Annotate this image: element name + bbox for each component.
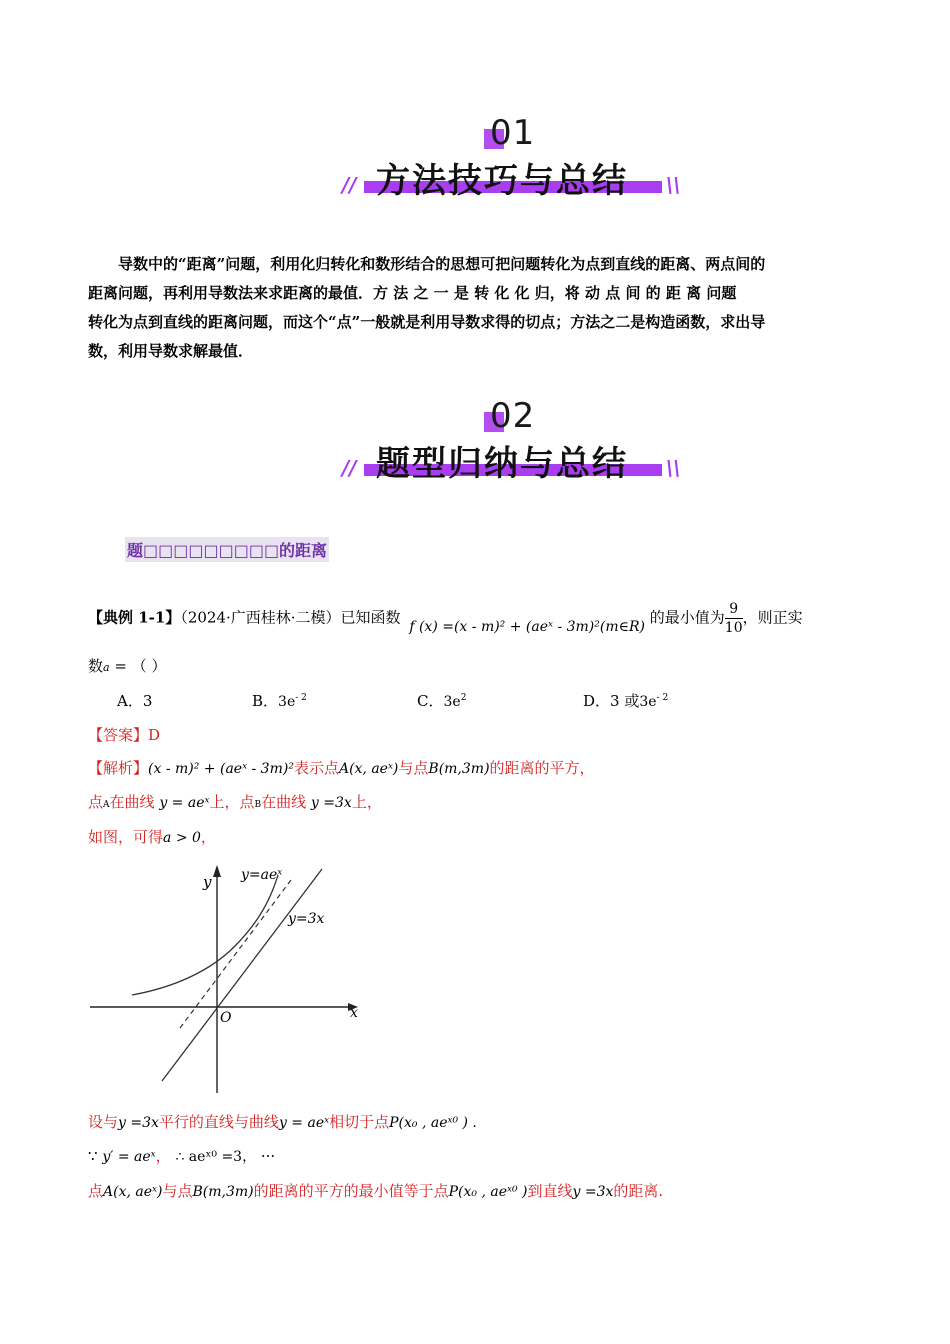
label-b: B <box>254 800 262 810</box>
curve-equation: y = aeˣ <box>159 795 210 811</box>
text: 与点 <box>398 759 429 777</box>
y-axis-arrow <box>213 865 221 877</box>
text: 的距离. <box>613 1182 664 1200</box>
tangent-condition: ∴ aeˣ⁰ =3， <box>175 1149 257 1165</box>
intro-line: 数，利用导数求解最值． <box>88 342 254 360</box>
option-b <box>252 690 307 711</box>
example-tag: 【典例 1-1】 <box>88 608 181 627</box>
option-exponent: - 2 <box>656 693 669 703</box>
option-exponent: - 2 <box>295 693 307 703</box>
option-exponent: 2 <box>460 693 467 703</box>
example-mid: 的最小值为 <box>649 608 725 627</box>
left-slash-decoration: // <box>342 456 357 480</box>
text: 在曲线 <box>261 793 307 811</box>
text: 平行的直线与曲线 <box>158 1113 279 1131</box>
text: 的距离的平方的最小值等于点 <box>253 1182 449 1200</box>
option-value: 3e <box>278 694 296 710</box>
derivative: y′ = aeˣ <box>102 1149 156 1165</box>
text: 点 <box>88 793 104 811</box>
section-banner-2 <box>340 398 680 488</box>
text: 点 <box>88 1182 104 1200</box>
option-label: D．3 或 <box>583 692 640 710</box>
min-value-fraction <box>725 600 743 637</box>
tangent-point: P(x₀ , aeˣ⁰ ) <box>448 1184 528 1200</box>
text: 上， <box>351 793 382 811</box>
point-b: B(m,3m) <box>428 761 490 777</box>
exponential-curve <box>132 875 278 995</box>
ellipsis: ··· <box>260 1147 276 1165</box>
fraction-denominator: 10 <box>724 620 743 636</box>
label-a: A <box>103 800 110 810</box>
text: 如图，可得 <box>88 828 164 846</box>
analysis-tag: 【解析】 <box>88 759 149 777</box>
intro-line: 转化为点到直线的距离问题，而这个“点”一般就是利用导数求得的切点；方法之二是构造函数，求出导 <box>88 313 766 331</box>
point-a: A(x, aeˣ) <box>103 1184 163 1200</box>
option-label: A．3 <box>117 692 153 710</box>
answer-value: D <box>148 726 161 744</box>
tangent-line <box>180 880 291 1028</box>
intro-line: 导数中的“距离”问题，利用化归转化和数形结合的思想可把问题转化为点到直线的距离、两点间的 <box>118 255 766 273</box>
option-value: 3e <box>443 694 461 710</box>
text: = （ ） <box>109 657 167 675</box>
origin-label: O <box>220 1010 232 1026</box>
option-value: 3e <box>639 694 657 710</box>
example-function: f (x) =(x - m)² + (aeˣ - 3m)²(m∈R) <box>409 618 645 635</box>
text: 相切于点 <box>329 1113 390 1131</box>
option-label: B． <box>252 692 279 710</box>
analysis-line-1 <box>88 757 595 778</box>
section-banner-1 <box>340 115 680 205</box>
example-source: （2024·广西桂林·二模）已知函数 <box>180 608 401 627</box>
intro-line: 距离问题，再利用导数法来求距离的最值．方 法 之 一 是 转 化 化 归，将 动 点 间 的 距 离 问题 <box>88 284 737 302</box>
section-title: 题型归纳与总结 <box>376 444 628 484</box>
text: 在曲线 <box>109 793 155 811</box>
x-axis-label: x <box>350 1005 358 1021</box>
line-equation: y =3x <box>310 795 352 811</box>
because-symbol: ∵ <box>88 1147 98 1165</box>
right-slash-decoration: \\ <box>666 173 681 197</box>
text: 与点 <box>162 1182 193 1200</box>
section-title: 方法技巧与总结 <box>376 161 628 201</box>
intro-paragraph <box>88 250 858 366</box>
text: ， <box>200 828 216 846</box>
condition: a > 0 <box>163 830 201 846</box>
fraction-numerator: 9 <box>725 600 743 619</box>
step-line-2 <box>88 1145 275 1166</box>
line-label: y=3x <box>288 911 325 927</box>
function-graph <box>86 855 366 1095</box>
option-label: C． <box>417 692 444 710</box>
example-statement-line2 <box>88 655 166 676</box>
text: ， <box>155 1147 171 1165</box>
line-equation: y =3x <box>572 1184 614 1200</box>
text: 到直线 <box>527 1182 573 1200</box>
analysis-line-2 <box>88 791 382 812</box>
tangent-point: P(x₀ , aeˣ⁰ ) . <box>389 1115 477 1131</box>
variable-a: a <box>103 661 110 674</box>
text: 的距离的平方， <box>489 759 595 777</box>
step-line-3 <box>88 1180 663 1201</box>
right-slash-decoration: \\ <box>666 456 681 480</box>
example-tail: ，则正实 <box>742 608 803 627</box>
section-number: 02 <box>490 396 536 436</box>
curve-label: y=aeˣ <box>241 867 283 883</box>
option-a <box>117 690 152 711</box>
section-number: 01 <box>490 113 536 153</box>
option-c <box>417 690 466 711</box>
curve-equation: y = aeˣ <box>278 1115 330 1131</box>
point-a: A(x, aeˣ) <box>338 761 399 777</box>
option-d <box>583 690 668 711</box>
example-statement <box>88 600 803 637</box>
analysis-line-3 <box>88 826 216 847</box>
y-axis-label: y <box>203 873 212 891</box>
topic-heading: 题□□□□□□□□□的距离 <box>125 537 329 562</box>
text: 设与 <box>88 1113 119 1131</box>
line-equation: y =3x <box>118 1115 159 1131</box>
left-slash-decoration: // <box>342 173 357 197</box>
text: 表示点 <box>293 759 339 777</box>
answer-tag: 【答案】 <box>88 726 149 744</box>
text: 上，点 <box>209 793 255 811</box>
answer-line <box>88 724 160 745</box>
text: 数 <box>88 657 104 675</box>
step-line-1 <box>88 1111 477 1132</box>
point-b: B(m,3m) <box>192 1184 254 1200</box>
analysis-expression: (x - m)² + (aeˣ - 3m)² <box>148 761 294 777</box>
line-y-3x <box>162 869 322 1081</box>
